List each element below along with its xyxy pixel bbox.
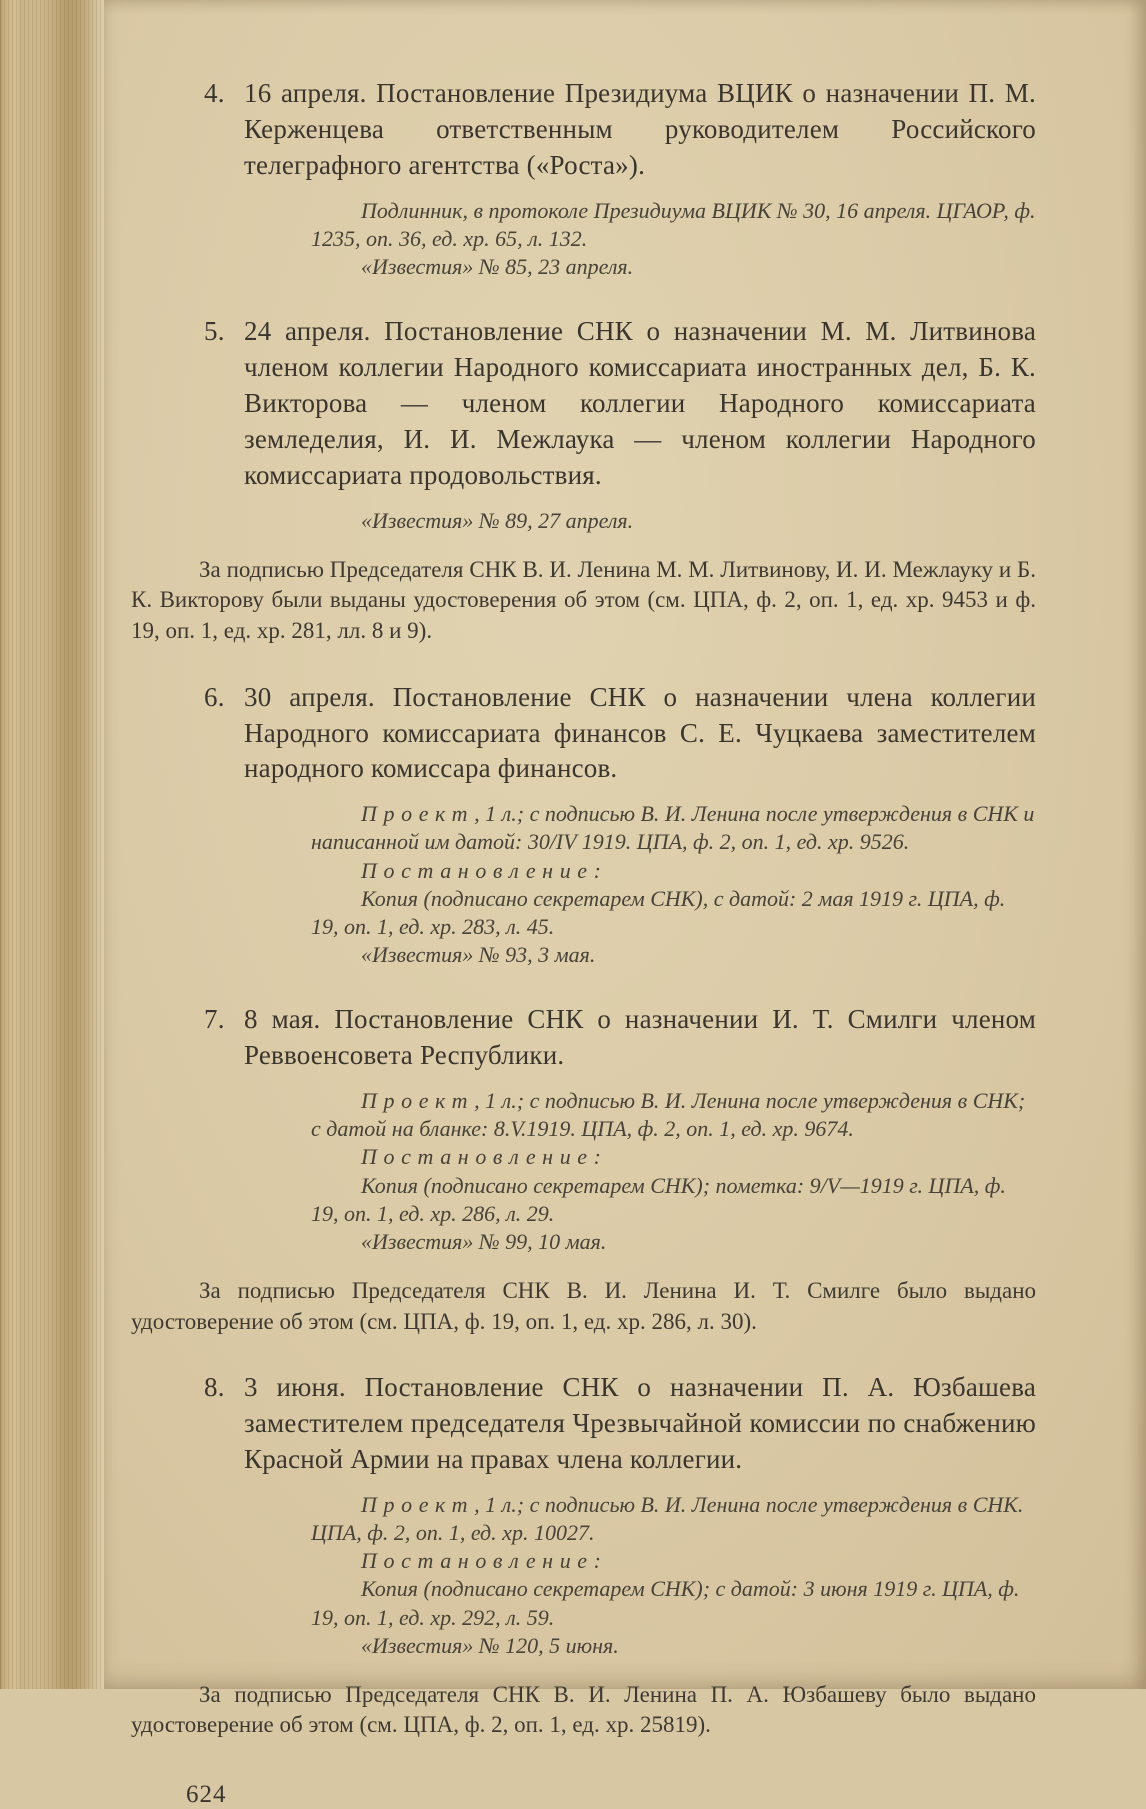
entry-heading (204, 314, 1036, 494)
source-citations (311, 800, 1036, 969)
entry-number: 4. (204, 78, 225, 108)
citation-line (311, 197, 1036, 253)
entry-heading-text: 8 мая. Постановление СНК о назначении И. Т. Смилги членом Реввоенсовета Республики. (244, 1004, 1036, 1071)
citation-line (311, 253, 1036, 281)
citation-lead: Проект (361, 801, 475, 827)
entry-heading (204, 680, 1036, 788)
entry-main (204, 680, 1036, 970)
citation-text: «Известия» № 89, 27 апреля. (361, 507, 634, 533)
citation-lead: Постановление (361, 857, 594, 883)
citation-text: Копия (подписано секретарем СНК); пометка: 9/V—1919 г. ЦПА, ф. 19, оп. 1, ед. хр. 286, л. 29. (311, 1172, 1006, 1226)
citation-text: «Известия» № 85, 23 апреля. (361, 254, 634, 280)
entry-heading-text: 16 апреля. Постановление Президиума ВЦИК о назначении П. М. Керженцева ответственным руководителем Российского телеграфного агентства («Роста»). (244, 78, 1036, 180)
citation-text: Копия (подписано секретарем СНК), с датой: 2 мая 1919 г. ЦПА, ф. 19, оп. 1, ед. хр. 283, л. 45. (311, 885, 1006, 939)
citation-line (311, 941, 1036, 969)
entry-main (204, 1370, 1036, 1660)
annotation-note: За подписью Председателя СНК В. И. Ленина И. Т. Смилге было выдано удостоверение об этом (см. ЦПА, ф. 19, оп. 1, ед. хр. 286, л. 30). (131, 1278, 1036, 1334)
page-number: 624 (186, 1780, 227, 1808)
entry-number: 6. (204, 681, 225, 712)
entry-main (204, 314, 1036, 535)
source-citations (311, 197, 1036, 281)
source-citations (311, 1087, 1036, 1256)
citation-line (311, 857, 1036, 885)
entry (131, 1370, 1036, 1741)
book-page-edges (0, 0, 104, 1689)
citation-text: , 1 л.; с подписью В. И. Ленина после утверждения в СНК и написанной им датой: 30/IV 1919. ЦПА, ф. 2, оп. 1, ед. хр. 9526. (311, 801, 1035, 855)
citation-text: «Известия» № 99, 10 мая. (361, 1228, 607, 1254)
citation-lead: Постановление (361, 1548, 594, 1574)
citation-text: «Известия» № 93, 3 мая. (361, 942, 596, 968)
entry-main (204, 1002, 1036, 1256)
entry (131, 1002, 1036, 1337)
entry-heading (204, 1370, 1036, 1478)
entry-heading (204, 76, 1036, 184)
citation-line (311, 1575, 1036, 1631)
citation-text: : (593, 857, 601, 883)
entries (131, 76, 1036, 1741)
entry (131, 680, 1036, 970)
entry (131, 314, 1036, 646)
citation-text: Подлинник, в протоколе Президиума ВЦИК № 30, 16 апреля. ЦГАОР, ф. 1235, оп. 36, ед. хр. 65, л. 132. (311, 197, 1036, 251)
entry-heading-text: 24 апреля. Постановление СНК о назначении М. М. Литвинова членом коллегии Народного комиссариата иностранных дел, Б. К. Викторова — членом коллегии Народного комиссариата земледелия, И. И. Межлаука — членом коллегии Народного комиссариата продовольствия. (244, 316, 1036, 490)
entry-number: 8. (204, 1372, 225, 1403)
page-content (104, 0, 1146, 1809)
annotation-note: За подписью Председателя СНК В. И. Ленина М. М. Литвинову, И. И. Межлауку и Б. К. Викторову были выданы удостоверения об этом (см. ЦПА, ф. 2, оп. 1, ед. хр. 9453 и ф. 19, оп. 1, ед. хр. 281, лл. 8 и 9). (131, 556, 1036, 644)
citation-line (311, 1547, 1036, 1575)
citation-text: «Известия» № 120, 5 июня. (361, 1632, 619, 1658)
citation-text: , 1 л.; с подписью В. И. Ленина после утверждения в СНК. ЦПА, ф. 2, оп. 1, ед. хр. 10027. (311, 1491, 1024, 1546)
citation-text: , 1 л.; с подписью В. И. Ленина после утверждения в СНК; с датой на бланке: 8.V.1919. ЦПА, ф. 2, оп. 1, ед. хр. 9674. (311, 1088, 1026, 1142)
entry-number: 5. (204, 316, 225, 347)
citation-line (311, 1491, 1036, 1547)
entry-heading-text: 3 июня. Постановление СНК о назначении П. А. Юзбашева заместителем председателя Чрезвычайной комиссии по снабжению Красной Армии на правах члена коллегии. (244, 1372, 1036, 1474)
annotation-note: За подписью Председателя СНК В. И. Ленина П. А. Юзбашеву было выдано удостоверение об этом (см. ЦПА, ф. 2, оп. 1, ед. хр. 25819). (131, 1681, 1036, 1738)
citation-line (311, 507, 1036, 535)
citation-lead: Проект (361, 1088, 475, 1114)
citation-line (311, 800, 1036, 856)
entry-heading-text: 30 апреля. Постановление СНК о назначении члена коллегии Народного комиссариата финансов С. Е. Чуцкаева заместителем народного комиссара финансов. (244, 681, 1036, 784)
citation-text: : (593, 1144, 601, 1170)
citation-line (311, 885, 1036, 941)
entry-main (204, 76, 1036, 281)
citation-text: Копия (подписано секретарем СНК); с датой: 3 июня 1919 г. ЦПА, ф. 19, оп. 1, ед. хр. 292, л. 59. (311, 1576, 1020, 1630)
citation-lead: Постановление (361, 1144, 594, 1170)
source-citations (311, 1491, 1036, 1660)
entry-heading (204, 1002, 1036, 1074)
entry (131, 76, 1036, 281)
citation-line (311, 1172, 1036, 1228)
entry-number: 7. (204, 1004, 225, 1035)
citation-text: : (593, 1548, 601, 1574)
book-page (104, 0, 1146, 1808)
citation-line (311, 1228, 1036, 1256)
citation-line (311, 1087, 1036, 1143)
citation-line (311, 1632, 1036, 1660)
citation-lead: Проект (361, 1491, 475, 1517)
source-citations (311, 507, 1036, 535)
citation-line (311, 1143, 1036, 1171)
